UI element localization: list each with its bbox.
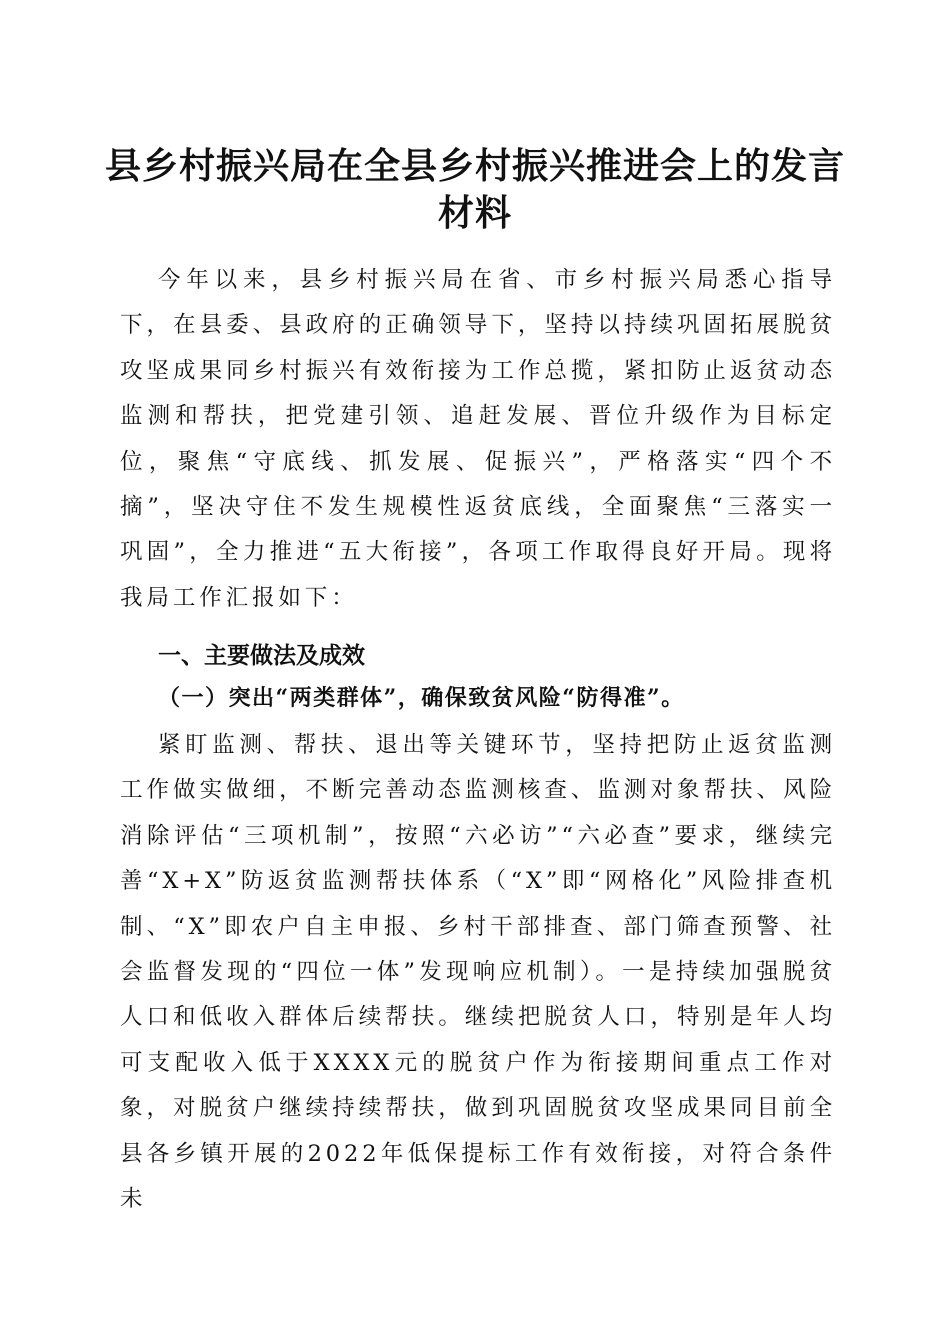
paragraph-intro: 今年以来，县乡村振兴局在省、市乡村振兴局悉心指导下，在县委、县政府的正确领导下，坚持以持续巩固拓展脱贫攻坚成果同乡村振兴有效衔接为工作总揽，紧扣防止返贫动态监测和帮扶，把党建引领、追赶发展、晋位升级作为目标定位，聚焦“守底线、抓发展、促振兴”，严格落实“四个不摘”，坚决守住不发生规模性返贫底线，全面聚焦“三落实一巩固”，全力推进“五大衔接”，各项工作取得良好开局。现将我局工作汇报如下： bbox=[120, 267, 836, 611]
document-title-line2: 材料 bbox=[437, 192, 512, 234]
paragraph-monitoring: 紧盯监测、帮扶、退出等关键环节，坚持把防止返贫监测工作做实做细，不断完善动态监测核查、监测对象帮扶、风险消除评估“三项机制”，按照“六必访”“六必查”要求，继续完善“X+X”防返贫监测帮扶体系（“X”即“网格化”风险排查机制、“X”即农户自主申报、乡村干部排查、部门筛查预警、社会监督发现的“四位一体”发现响应机制）。一是持续加强脱贫人口和低收入群体后续帮扶。继续把脱贫人口，特别是年人均可支配收入低于XXXX元的脱贫户作为衔接期间重点工作对象，对脱贫户继续持续帮扶，做到巩固脱贫攻坚成果同目前全县各乡镇开展的2022年低保提标工作有效衔接，对符合条件未 bbox=[120, 732, 836, 1213]
subsection-heading-two-groups: （一）突出“两类群体”，确保致贫风险“防得准”。 bbox=[158, 685, 685, 711]
section-heading-main-practices: 一、主要做法及成效 bbox=[158, 643, 365, 669]
document-title-line1: 县乡村振兴局在全县乡村振兴推进会上的发言 bbox=[104, 145, 845, 187]
